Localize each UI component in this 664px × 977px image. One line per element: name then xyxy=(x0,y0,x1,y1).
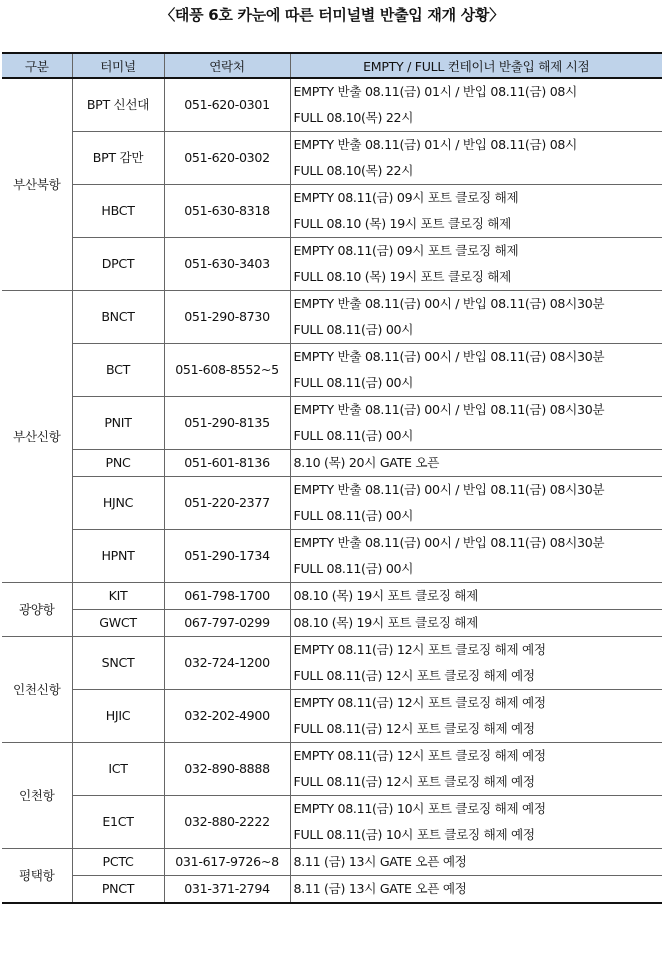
status-cell xyxy=(290,450,662,477)
contact-cell: 051-290-8730 xyxy=(164,291,290,344)
table-row xyxy=(2,132,662,185)
status-line: EMPTY 반출 08.11(금) 00시 / 반입 08.11(금) 08시30분 xyxy=(293,296,605,311)
table-row xyxy=(2,796,662,849)
status-cell xyxy=(290,583,662,610)
contact-cell: 031-617-9726~8 xyxy=(164,849,290,876)
status-cell xyxy=(290,344,662,397)
table-row xyxy=(2,450,662,477)
table-row xyxy=(2,238,662,291)
status-line: EMPTY 반출 08.11(금) 00시 / 반입 08.11(금) 08시30분 xyxy=(293,349,605,364)
status-line: FULL 08.11(금) 00시 xyxy=(293,428,414,443)
status-cell xyxy=(290,132,662,185)
terminal-cell: ICT xyxy=(72,743,164,796)
status-cell xyxy=(290,796,662,849)
terminal-cell: HBCT xyxy=(72,185,164,238)
header-status: EMPTY / FULL 컨테이너 반출입 해제 시점 xyxy=(290,53,662,78)
status-line: EMPTY 반출 08.11(금) 01시 / 반입 08.11(금) 08시 xyxy=(293,84,578,99)
terminal-cell: HJIC xyxy=(72,690,164,743)
contact-cell: 051-290-1734 xyxy=(164,530,290,583)
contact-cell: 051-601-8136 xyxy=(164,450,290,477)
status-line: EMPTY 08.11(금) 09시 포트 클로징 해제 xyxy=(293,190,519,205)
status-cell xyxy=(290,849,662,876)
table-row xyxy=(2,743,662,796)
status-line: FULL 08.11(금) 00시 xyxy=(293,508,414,523)
status-line: FULL 08.11(금) 12시 포트 클로징 해제 예정 xyxy=(293,774,535,789)
status-cell xyxy=(290,185,662,238)
contact-cell: 051-220-2377 xyxy=(164,477,290,530)
table-row xyxy=(2,397,662,450)
terminal-cell: SNCT xyxy=(72,637,164,690)
region-cell: 부산북항 xyxy=(2,78,72,291)
region-cell: 인천항 xyxy=(2,743,72,849)
status-cell xyxy=(290,637,662,690)
status-line: 8.10 (목) 20시 GATE 오픈 xyxy=(293,455,440,470)
table-row xyxy=(2,530,662,583)
page-title: 〈태풍 6호 카눈에 따른 터미널별 반출입 재개 상황〉 xyxy=(160,6,504,24)
region-cell: 광양항 xyxy=(2,583,72,637)
status-cell xyxy=(290,291,662,344)
status-cell xyxy=(290,743,662,796)
status-line: FULL 08.11(금) 00시 xyxy=(293,322,414,337)
terminal-cell: DPCT xyxy=(72,238,164,291)
contact-cell: 032-890-8888 xyxy=(164,743,290,796)
status-line: FULL 08.11(금) 00시 xyxy=(293,375,414,390)
terminal-cell: GWCT xyxy=(72,610,164,637)
table-row xyxy=(2,477,662,530)
table-row xyxy=(2,876,662,904)
contact-cell: 061-798-1700 xyxy=(164,583,290,610)
terminal-cell: KIT xyxy=(72,583,164,610)
status-line: FULL 08.11(금) 00시 xyxy=(293,561,414,576)
status-cell xyxy=(290,690,662,743)
table-row xyxy=(2,583,662,610)
contact-cell: 051-608-8552~5 xyxy=(164,344,290,397)
table-header-row xyxy=(2,53,662,78)
status-cell xyxy=(290,477,662,530)
table-row xyxy=(2,78,662,132)
status-cell xyxy=(290,397,662,450)
contact-cell: 067-797-0299 xyxy=(164,610,290,637)
terminal-cell: PCTC xyxy=(72,849,164,876)
contact-cell: 032-202-4900 xyxy=(164,690,290,743)
contact-cell: 051-630-8318 xyxy=(164,185,290,238)
status-line: EMPTY 반출 08.11(금) 00시 / 반입 08.11(금) 08시30분 xyxy=(293,535,605,550)
header-region: 구분 xyxy=(2,53,72,78)
table-row xyxy=(2,637,662,690)
contact-cell: 051-620-0301 xyxy=(164,78,290,132)
status-line: FULL 08.10(목) 22시 xyxy=(293,163,414,178)
header-terminal: 터미널 xyxy=(72,53,164,78)
table-row xyxy=(2,690,662,743)
status-line: EMPTY 08.11(금) 10시 포트 클로징 해제 예정 xyxy=(293,801,546,816)
table-row xyxy=(2,610,662,637)
table-body xyxy=(2,78,662,903)
status-cell xyxy=(290,610,662,637)
region-cell: 인천신항 xyxy=(2,637,72,743)
terminal-cell: BNCT xyxy=(72,291,164,344)
status-line: 8.11 (금) 13시 GATE 오픈 예정 xyxy=(293,854,467,869)
status-cell xyxy=(290,876,662,904)
contact-cell: 051-620-0302 xyxy=(164,132,290,185)
contact-cell: 051-630-3403 xyxy=(164,238,290,291)
terminal-status-table xyxy=(2,52,662,904)
terminal-cell: HJNC xyxy=(72,477,164,530)
contact-cell: 032-880-2222 xyxy=(164,796,290,849)
status-line: FULL 08.10 (목) 19시 포트 클로징 해제 xyxy=(293,216,512,231)
header-contact: 연락처 xyxy=(164,53,290,78)
status-line: EMPTY 08.11(금) 09시 포트 클로징 해제 xyxy=(293,243,519,258)
status-line: FULL 08.10 (목) 19시 포트 클로징 해제 xyxy=(293,269,512,284)
status-line: FULL 08.10(목) 22시 xyxy=(293,110,414,125)
status-cell xyxy=(290,238,662,291)
contact-cell: 032-724-1200 xyxy=(164,637,290,690)
status-line: 08.10 (목) 19시 포트 클로징 해제 xyxy=(293,588,479,603)
table-row xyxy=(2,291,662,344)
status-line: FULL 08.11(금) 10시 포트 클로징 해제 예정 xyxy=(293,827,535,842)
terminal-cell: E1CT xyxy=(72,796,164,849)
terminal-cell: PNCT xyxy=(72,876,164,904)
status-line: EMPTY 08.11(금) 12시 포트 클로징 해제 예정 xyxy=(293,695,546,710)
terminal-cell: HPNT xyxy=(72,530,164,583)
status-line: 08.10 (목) 19시 포트 클로징 해제 xyxy=(293,615,479,630)
contact-cell: 051-290-8135 xyxy=(164,397,290,450)
region-cell: 부산신항 xyxy=(2,291,72,583)
status-line: EMPTY 반출 08.11(금) 01시 / 반입 08.11(금) 08시 xyxy=(293,137,578,152)
status-cell xyxy=(290,78,662,132)
terminal-cell: BPT 감만 xyxy=(72,132,164,185)
terminal-cell: BPT 신선대 xyxy=(72,78,164,132)
status-line: 8.11 (금) 13시 GATE 오픈 예정 xyxy=(293,881,467,896)
status-line: FULL 08.11(금) 12시 포트 클로징 해제 예정 xyxy=(293,721,535,736)
status-line: EMPTY 반출 08.11(금) 00시 / 반입 08.11(금) 08시30분 xyxy=(293,402,605,417)
status-cell xyxy=(290,530,662,583)
status-line: EMPTY 08.11(금) 12시 포트 클로징 해제 예정 xyxy=(293,748,546,763)
status-line: EMPTY 반출 08.11(금) 00시 / 반입 08.11(금) 08시30분 xyxy=(293,482,605,497)
status-line: FULL 08.11(금) 12시 포트 클로징 해제 예정 xyxy=(293,668,535,683)
status-line: EMPTY 08.11(금) 12시 포트 클로징 해제 예정 xyxy=(293,642,546,657)
terminal-cell: PNC xyxy=(72,450,164,477)
contact-cell: 031-371-2794 xyxy=(164,876,290,904)
table-row xyxy=(2,849,662,876)
region-cell: 평택항 xyxy=(2,849,72,904)
table-row xyxy=(2,344,662,397)
terminal-cell: PNIT xyxy=(72,397,164,450)
terminal-cell: BCT xyxy=(72,344,164,397)
table-row xyxy=(2,185,662,238)
